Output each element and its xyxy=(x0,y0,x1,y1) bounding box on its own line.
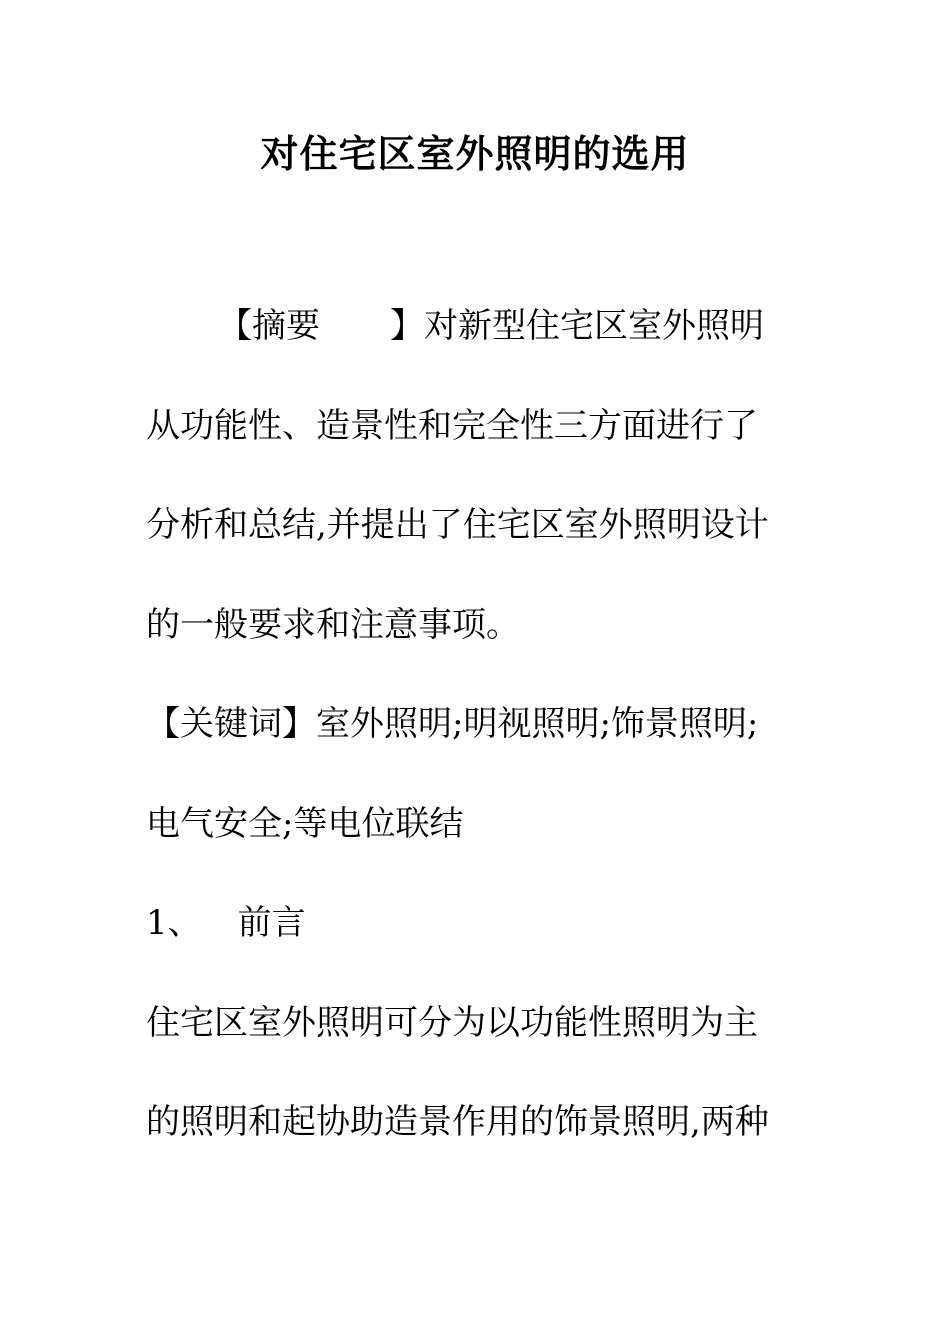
keywords-line: 电气安全;等电位联结 xyxy=(146,804,464,844)
abstract-text-start: 】对新型住宅区室外照明 xyxy=(390,306,764,346)
abstract-label: 【摘要 xyxy=(218,306,320,346)
document-title: 对住宅区室外照明的选用 xyxy=(260,131,690,176)
abstract-line: 分析和总结,并提出了住宅区室外照明设计 xyxy=(146,505,769,545)
section-title: 前言 xyxy=(237,903,306,943)
section-number: 1、 xyxy=(146,903,202,943)
body-paragraph-line: 的照明和起协助造景作用的饰景照明,两种 xyxy=(146,1102,769,1142)
body-paragraph-line: 住宅区室外照明可分为以功能性照明为主 xyxy=(146,1003,758,1043)
abstract-first-line xyxy=(218,304,764,348)
section-heading xyxy=(146,901,306,945)
abstract-line: 的一般要求和注意事项。 xyxy=(146,605,520,645)
abstract-line: 从功能性、造景性和完全性三方面进行了 xyxy=(146,406,758,446)
keywords-line: 【关键词】室外照明;明视照明;饰景照明; xyxy=(146,704,759,744)
